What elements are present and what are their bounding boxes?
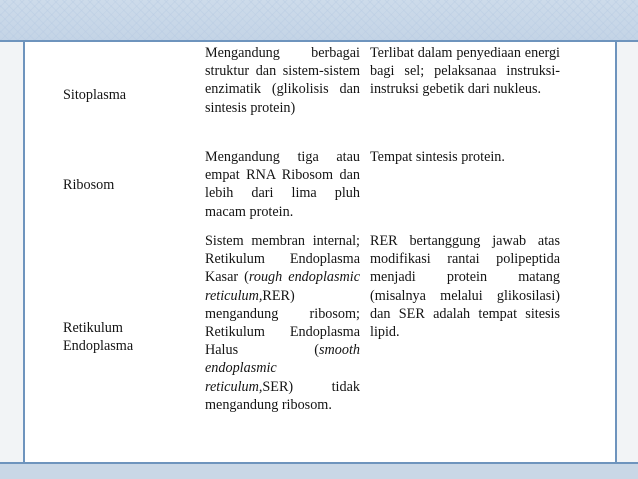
row-retikulum-structure-rough-term: rough endoplasmic reticulum, <box>205 269 360 304</box>
row-retikulum-structure-smooth-term: smooth endoplasmic reticulum, <box>205 342 360 395</box>
row-retikulum-structure-part1: Sistem membran internal; Retikulum Endoplasma Kasar ( <box>205 233 360 286</box>
row-ribosom-structure: Mengandung tiga atau empat RNA Ribosom dan lebih dari lima pluh macam protein. <box>205 149 360 220</box>
row-retikulum-name <box>63 319 193 355</box>
row-retikulum-function: RER bertanggung jawab atas modifikasi rantai polipeptida menjadi protein matang (misalnya melalui glikosilasi) dan SER adalah tempat sitesis lipid. <box>370 233 560 341</box>
row-sitoplasma-structure: Mengandung berbagai struktur dan sistem-sistem enzimatik (glikolisis dan sintesis protein) <box>205 45 360 116</box>
row-retikulum-structure-part3: SER) tidak mengandung ribosom. <box>205 378 360 413</box>
row-retikulum-name-line1: Retikulum <box>63 320 123 336</box>
row-retikulum-structure <box>205 232 360 414</box>
row-ribosom-name: Ribosom <box>63 177 115 193</box>
row-sitoplasma-name: Sitoplasma <box>63 87 127 103</box>
header-band <box>0 0 638 40</box>
row-retikulum-structure-part2: RER) mengandung ribosom; Retikulum Endoplasma Halus ( <box>205 287 360 359</box>
right-border <box>615 40 617 479</box>
footer-band <box>0 462 638 479</box>
slide-content <box>25 42 615 462</box>
row-sitoplasma-function: Terlibat dalam penyediaan energi bagi sel; pelaksanaa instruksi-instruksi gebetik dari nukleus. <box>370 45 560 98</box>
row-ribosom-function: Tempat sintesis protein. <box>370 149 505 165</box>
row-retikulum-name-line2: Endoplasma <box>63 338 134 355</box>
